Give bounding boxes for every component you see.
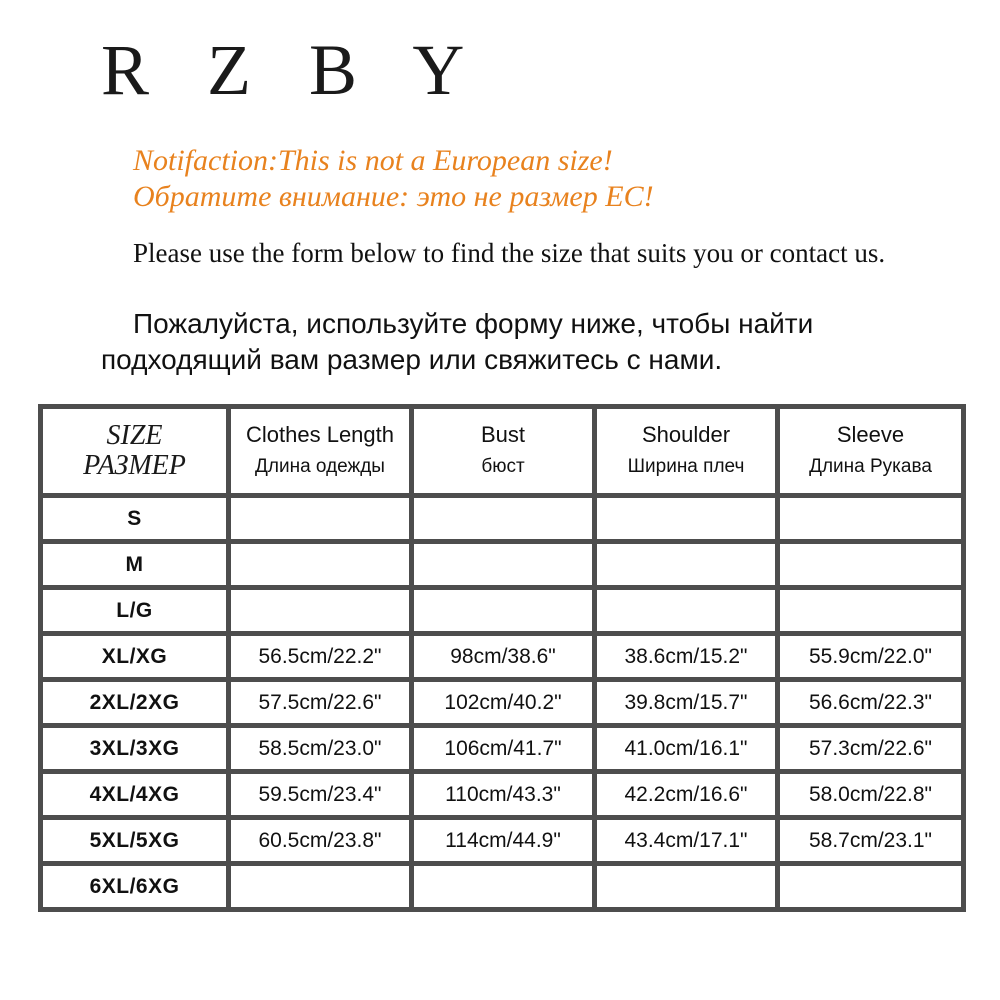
size-label: 4XL/4XG [43, 774, 226, 815]
bust-cell: 110cm/43.3" [414, 774, 592, 815]
column-header-en: Bust [480, 422, 526, 447]
notice-line-ru: Обратите внимание: это не размер ЕС! [133, 180, 654, 213]
notice-line-en: Notifaction:This is not a European size! [133, 144, 613, 177]
column-header-sleeve [780, 409, 961, 493]
bust-cell [414, 544, 592, 585]
shoulder-cell: 39.8cm/15.7" [597, 682, 775, 723]
sleeve-cell: 55.9cm/22.0" [780, 636, 961, 677]
column-header-bust [414, 409, 592, 493]
bust-cell: 98cm/38.6" [414, 636, 592, 677]
shoulder-cell: 43.4cm/17.1" [597, 820, 775, 861]
table-row [43, 866, 961, 907]
clothes-length-cell: 59.5cm/23.4" [231, 774, 409, 815]
brand-logo: R Z B Y [101, 30, 485, 110]
size-header-ru: РАЗМЕР [83, 450, 186, 481]
column-header-en: Clothes Length [246, 422, 394, 447]
shoulder-cell: 41.0cm/16.1" [597, 728, 775, 769]
table-row [43, 498, 961, 539]
clothes-length-cell [231, 498, 409, 539]
table-row [43, 544, 961, 585]
intro-text-ru: Пожалуйста, используйте форму ниже, чтобы найти подходящий вам размер или свяжитесь с нами. [101, 308, 814, 375]
size-label: 6XL/6XG [43, 866, 226, 907]
column-header-clothes-length [231, 409, 409, 493]
column-header-en: Shoulder [641, 422, 731, 447]
sleeve-cell: 56.6cm/22.3" [780, 682, 961, 723]
size-label: 5XL/5XG [43, 820, 226, 861]
clothes-length-cell [231, 866, 409, 907]
bust-cell [414, 590, 592, 631]
table-row [43, 728, 961, 769]
clothes-length-cell [231, 544, 409, 585]
table-row [43, 682, 961, 723]
clothes-length-cell: 58.5cm/23.0" [231, 728, 409, 769]
table-row [43, 820, 961, 861]
size-label: S [43, 498, 226, 539]
column-header-ru: бюст [481, 456, 525, 477]
bust-cell [414, 866, 592, 907]
intro-text-en: Please use the form below to find the size that suits you or contact us. [133, 238, 886, 268]
bust-cell: 114cm/44.9" [414, 820, 592, 861]
size-label: XL/XG [43, 636, 226, 677]
size-header-en: SIZE [106, 420, 163, 451]
shoulder-cell [597, 498, 775, 539]
bust-cell [414, 498, 592, 539]
shoulder-cell: 42.2cm/16.6" [597, 774, 775, 815]
column-header-ru: Длина Рукава [809, 456, 932, 477]
size-label: 3XL/3XG [43, 728, 226, 769]
bust-cell: 102cm/40.2" [414, 682, 592, 723]
sleeve-cell [780, 590, 961, 631]
sleeve-cell [780, 498, 961, 539]
size-label: 2XL/2XG [43, 682, 226, 723]
column-header-ru: Длина одежды [255, 456, 385, 477]
table-row [43, 590, 961, 631]
column-header-ru: Ширина плеч [627, 456, 745, 477]
clothes-length-cell: 56.5cm/22.2" [231, 636, 409, 677]
size-chart-table [38, 404, 966, 912]
size-header-cell [43, 409, 226, 493]
shoulder-cell: 38.6cm/15.2" [597, 636, 775, 677]
shoulder-cell [597, 544, 775, 585]
sleeve-cell [780, 544, 961, 585]
sleeve-cell: 57.3cm/22.6" [780, 728, 961, 769]
shoulder-cell [597, 590, 775, 631]
table-row [43, 636, 961, 677]
clothes-length-cell [231, 590, 409, 631]
sleeve-cell [780, 866, 961, 907]
clothes-length-cell: 60.5cm/23.8" [231, 820, 409, 861]
bust-cell: 106cm/41.7" [414, 728, 592, 769]
clothes-length-cell: 57.5cm/22.6" [231, 682, 409, 723]
size-label: L/G [43, 590, 226, 631]
table-row [43, 774, 961, 815]
sleeve-cell: 58.7cm/23.1" [780, 820, 961, 861]
sleeve-cell: 58.0cm/22.8" [780, 774, 961, 815]
column-header-shoulder [597, 409, 775, 493]
size-label: M [43, 544, 226, 585]
table-header-row [43, 409, 961, 493]
column-header-en: Sleeve [836, 422, 905, 447]
shoulder-cell [597, 866, 775, 907]
